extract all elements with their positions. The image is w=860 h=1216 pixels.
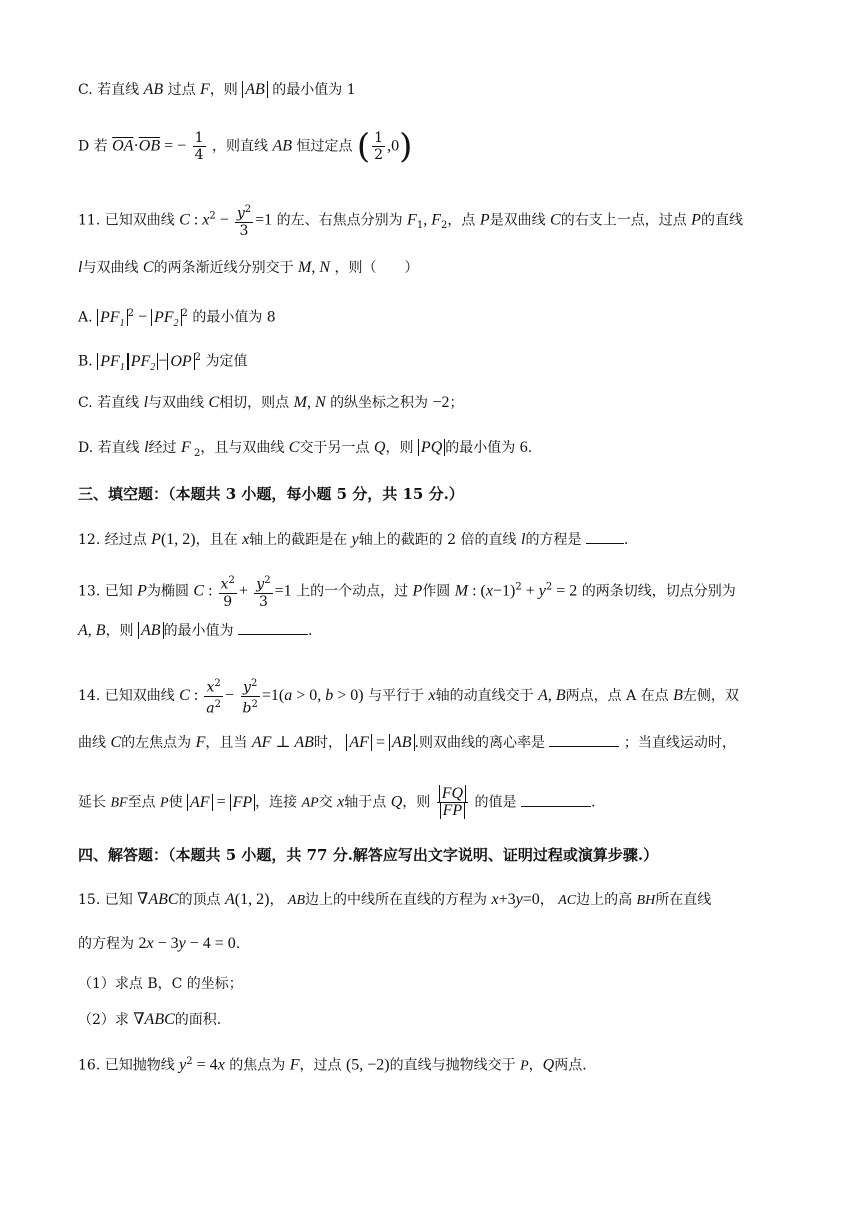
q15-line2: 的方程为 2x − 3y − 4 = 0.	[78, 935, 241, 952]
q11-option-a: A. $PF_1^2 - PF_2^2$ 的最小值为 8	[78, 308, 276, 329]
answer-blank[interactable]	[238, 620, 308, 635]
q15-part2: （2）求 ∇ABC的面积.	[78, 1011, 222, 1028]
q11-option-c: C. 若直线 l与双曲线 C相切，则点 M, N 的纵坐标之积为 −2；	[78, 394, 464, 411]
q13-line1: 13. 已知 P为椭圆 C : $\frac{x^2}{9}$ + $\frac{y^2}{3}$ =1 上的一个动点，过 P作圆 M : $(x-1)^2 + y^2 = 2$ 的两条切线，切点分别为	[78, 575, 736, 610]
q10-option-c: C. 若直线 AB 过点 F，则 AB 的最小值为 1	[78, 81, 356, 98]
section-solution-heading: 四、解答题：（本题共 5 小题，共 77 分.解答应写出文字说明、证明过程或演算步骤.）	[78, 846, 659, 864]
q11-option-d: D. 若直线 l经过 F $_2$，且与双曲线 C交于另一点 Q，则 PQ 的最小值为 6.	[78, 439, 533, 459]
q11-option-b: B. $PF_1$ $PF_2$ − OP $^2$ 为定值	[78, 352, 248, 373]
q14-line2: 曲线 C的左焦点为 F，且当 AF ⊥ AB时， AF = AB .则双曲线的离心率是 ；当直线运动时，	[78, 734, 736, 751]
q10-option-d: D 若 $\overline{OA}\cdot\overline{OB}$ = − $\frac{1}{4}$ ，则直线 AB 恒过定点 ( $\frac{1}{2}$ ,0)	[78, 126, 413, 167]
section-fill-in-heading: 三、填空题：（本题共 3 小题，每小题 5 分，共 15 分.）	[78, 485, 464, 503]
q13-line2: A, B，则 AB 的最小值为 .	[78, 622, 313, 639]
answer-blank[interactable]	[521, 792, 591, 807]
answer-blank[interactable]	[549, 732, 619, 747]
q14-line3: 延长 BF至点 P使 AF = FP ，连接 AP交 x轴于点 Q，则 $\frac{FQ}{FP}$ 的值是 .	[78, 785, 596, 819]
q15-part1: （1）求点 B，C 的坐标；	[78, 976, 243, 992]
q11-stem-line2: l与双曲线 C的两条渐近线分别交于 M, N ，则（ ）	[78, 259, 419, 276]
q15-line1: 15. 已知 ∇ABC的顶点 A(1, 2)， AB边上的中线所在直线的方程为 x+3y=0， AC边上的高 BH所在直线	[78, 891, 712, 908]
answer-blank[interactable]	[586, 529, 624, 544]
q12: 12. 经过点 P(1, 2)，且在 x轴上的截距是在 y轴上的截距的 2 倍的直线 l的方程是 .	[78, 531, 629, 548]
q16: 16. 已知抛物线 $y^2 = 4x$ 的焦点为 F，过点 (5, −2)的直线与抛物线交于 P，Q两点.	[78, 1056, 587, 1074]
q14-line1: 14. 已知双曲线 C : $\frac{x^2}{a^2}$ − $\frac{y^2}{b^2}$ =1(a > 0, b > 0) 与平行于 x轴的动直线交于 A, B两点，点 A 在点 B左侧，双	[78, 678, 739, 717]
q11-stem-line1: 11. 已知双曲线 C : $x^2$ − $\frac{y^2}{3}$ =1 的左、右焦点分别为 $F_1$, $F_2$，点 P是双曲线 C的右支上一点，过点 P的直线	[78, 204, 743, 239]
